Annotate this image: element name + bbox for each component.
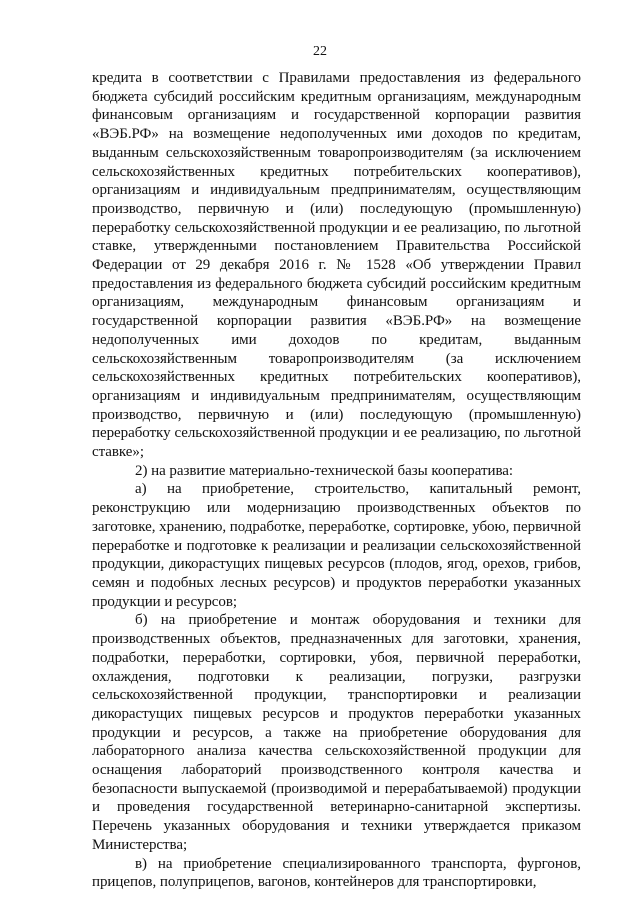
- paragraph-item-2a: а) на приобретение, строительство, капитальный ремонт, реконструкцию или модернизацию производственных объектов по заготовке, хранению, подработке, переработке, сортировке, убою, первичной переработке и подготовке к реализации и реализации сельскохозяйственной продукции, дикорастущих пищевых ресурсов (плодов, ягод, орехов, грибов, семян и подобных лесных ресурсов) и продуктов переработки указанных продукции и ресурсов;: [92, 481, 581, 610]
- paragraph-item-2v: в) на приобретение специализированного транспорта, фургонов, прицепов, полуприцепов, вагонов, контейнеров для транспортировки,: [92, 855, 581, 891]
- document-body: [92, 69, 581, 892]
- paragraph-credit-continuation: кредита в соответствии с Правилами предоставления из федерального бюджета субсидий российским кредитным организациям, международным финансовым организациям и государственной корпорации развития «ВЭБ.РФ» на возмещение недополученных ими доходов по кредитам, выданным сельскохозяйственным товаропроизводителям (за исключением сельскохозяйственных кредитных потребительских кооперативов), организациям и индивидуальным предпринимателям, осуществляющим производство, первичную и (или) последующую (промышленную) переработку сельскохозяйственной продукции и ее реализацию, по льготной ставке, утвержденными постановлением Правительства Российской Федерации от 29 декабря 2016 г. № 1528 «Об утверждении Правил предоставления из федерального бюджета субсидий российским кредитным организациям, международным финансовым организациям и государственной корпорации развития «ВЭБ.РФ» на возмещение недополученных ими доходов по кредитам, выданным сельскохозяйственным товаропроизводителям (за исключением сельскохозяйственных кредитных потребительских кооперативов), организациям и индивидуальным предпринимателям, осуществляющим производство, первичную и (или) последующую (промышленную) переработку сельскохозяйственной продукции и ее реализацию, по льготной ставке»;: [92, 70, 581, 461]
- paragraph-item-2: 2) на развитие материально-технической базы кооператива:: [135, 462, 514, 479]
- paragraph-item-2b: б) на приобретение и монтаж оборудования и техники для производственных объектов, предназначенных для заготовки, хранения, подработки, переработки, сортировки, убоя, первичной переработки, охлаждения, подготовки к реализации, погрузки, разгрузки сельскохозяйственной продукции, транспортировки и реализации дикорастущих пищевых ресурсов и продуктов переработки указанных продукции и ресурсов, а также на приобретение оборудования для лабораторного анализа качества сельскохозяйственной продукции для оснащения лабораторий производственного контроля качества и безопасности выпускаемой (производимой и перерабатываемой) продукции и проведения государственной ветеринарно-санитарной экспертизы. Перечень указанных оборудования и техники утверждается приказом Министерства;: [92, 612, 581, 853]
- page-number: 22: [313, 44, 327, 59]
